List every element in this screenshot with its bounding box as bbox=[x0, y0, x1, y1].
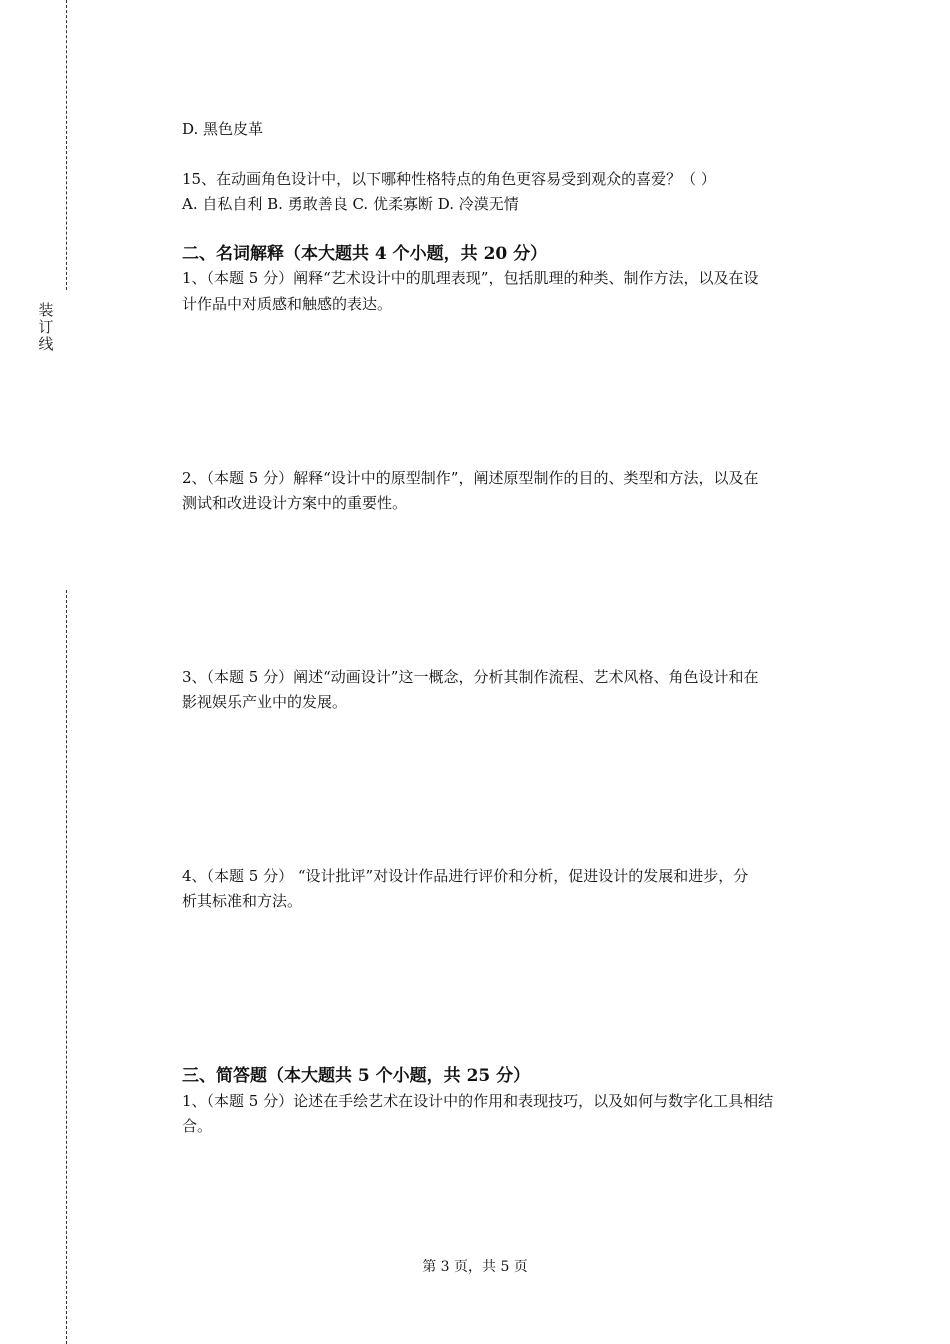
s2-q4-line2: 析其标准和方法。 bbox=[182, 892, 303, 910]
page-number-footer: 第 3 页，共 5 页 bbox=[422, 1259, 528, 1275]
binding-label-char: 线 bbox=[38, 335, 54, 353]
s2-q3-line1: 3、（本题 5 分）阐述“动画设计”这一概念，分析其制作流程、艺术风格、角色设计和在 bbox=[182, 668, 759, 686]
section-3-heading: 三、简答题（本大题共 5 个小题，共 25 分） bbox=[182, 1066, 531, 1086]
binding-dashed-line-bottom bbox=[66, 590, 67, 1344]
s3-q1-line2: 合。 bbox=[182, 1117, 213, 1135]
s2-q2-line1: 2、（本题 5 分）解释“设计中的原型制作”，阐述原型制作的目的、类型和方法，以及在 bbox=[182, 469, 759, 487]
s2-q1-line1: 1、（本题 5 分）阐释“艺术设计中的肌理表现”，包括肌理的种类、制作方法，以及在设 bbox=[182, 269, 759, 287]
q15-options: A. 自私自利 B. 勇敢善良 C. 优柔寡断 D. 冷漠无情 bbox=[182, 195, 519, 213]
binding-label-char: 订 bbox=[38, 318, 54, 336]
s2-q4-line1: 4、（本题 5 分） “设计批评”对设计作品进行评价和分析，促进设计的发展和进步，分 bbox=[182, 867, 749, 885]
q14-option-d: D. 黑色皮革 bbox=[182, 120, 264, 138]
section-2-heading: 二、名词解释（本大题共 4 个小题，共 20 分） bbox=[182, 244, 548, 264]
binding-dashed-line-top bbox=[66, 0, 67, 290]
binding-label-char: 装 bbox=[38, 301, 54, 319]
binding-label bbox=[38, 302, 54, 353]
s3-q1-line1: 1、（本题 5 分）论述在手绘艺术在设计中的作用和表现技巧，以及如何与数字化工具相结 bbox=[182, 1092, 774, 1110]
s2-q1-line2: 计作品中对质感和触感的表达。 bbox=[182, 295, 393, 313]
q15-question: 15、在动画角色设计中，以下哪种性格特点的角色更容易受到观众的喜爱？（ ） bbox=[182, 170, 716, 188]
s2-q2-line2: 测试和改进设计方案中的重要性。 bbox=[182, 494, 408, 512]
s2-q3-line2: 影视娱乐产业中的发展。 bbox=[182, 693, 348, 711]
